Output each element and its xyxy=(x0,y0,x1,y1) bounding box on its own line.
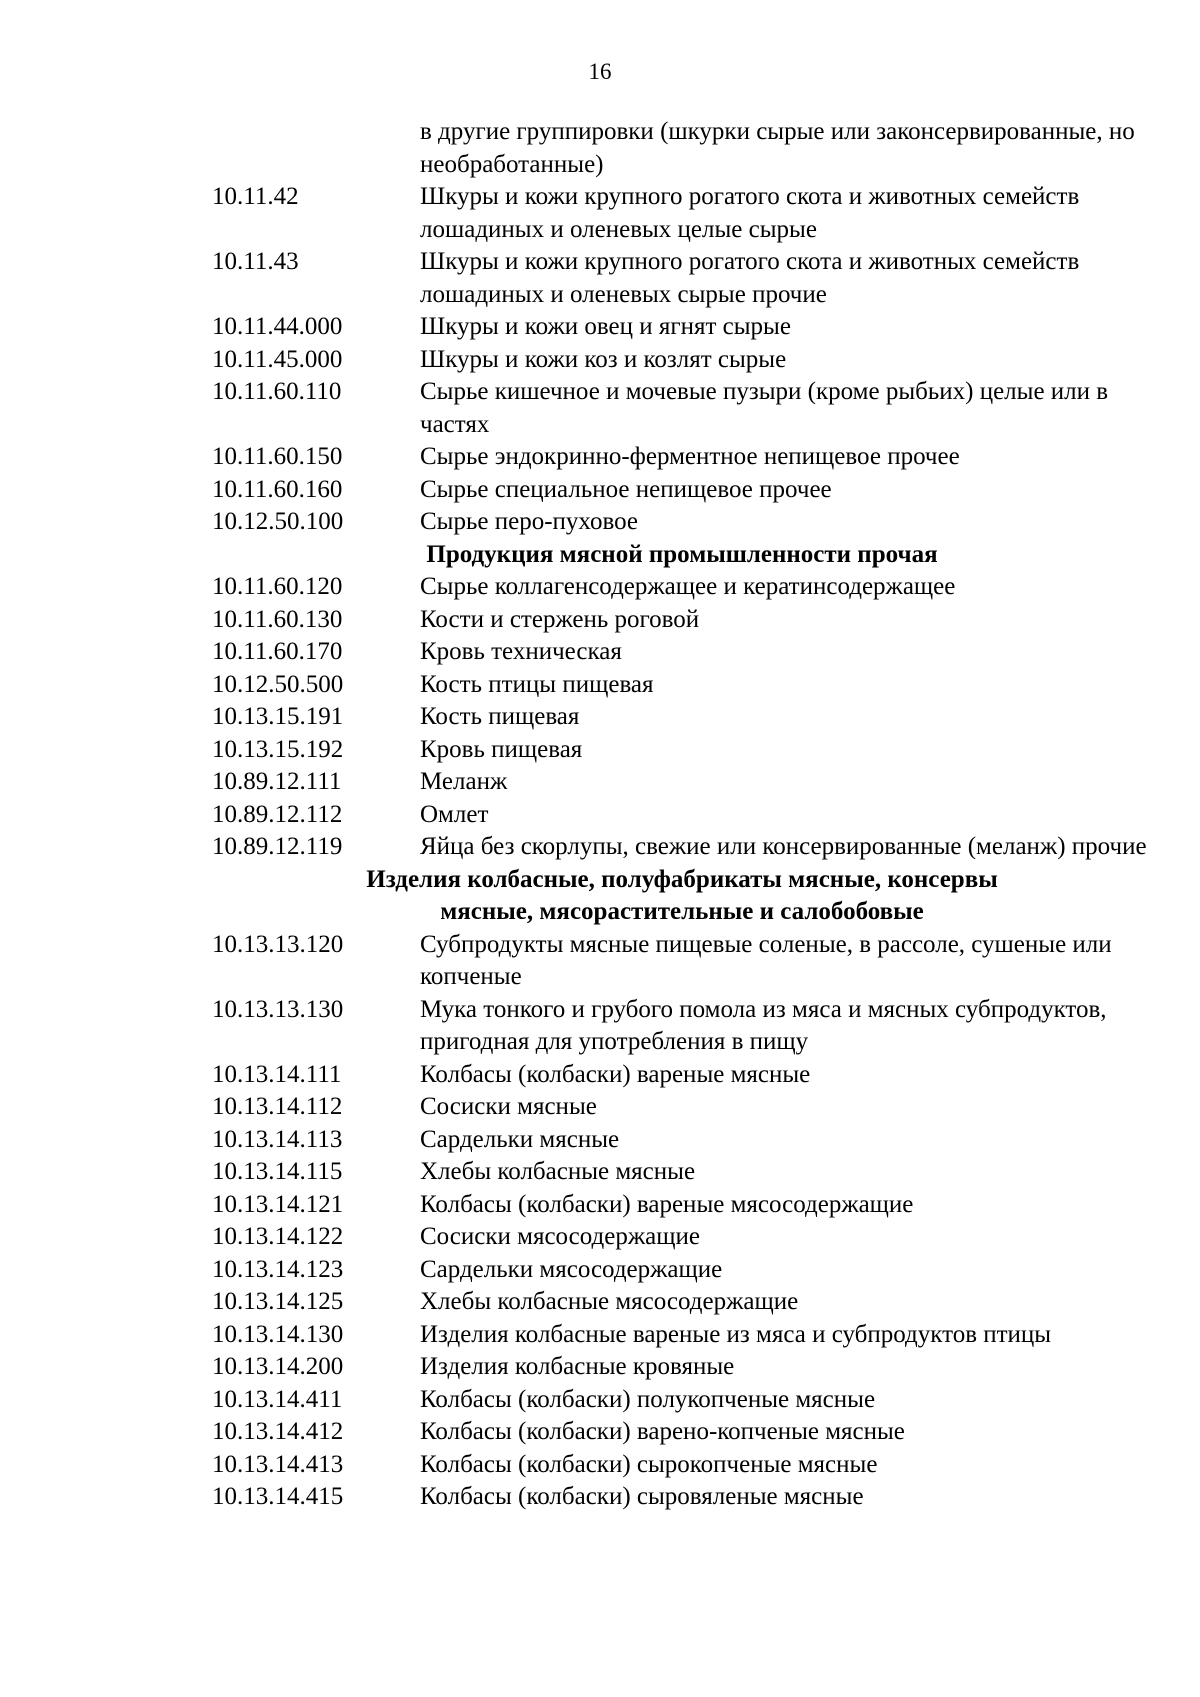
list-item xyxy=(212,441,1162,474)
item-description: Шкуры и кожи коз и козлят сырые xyxy=(420,345,787,373)
okpd-code: 10.13.15.191 xyxy=(212,703,344,730)
okpd-code: 10.13.14.130 xyxy=(212,1320,344,1348)
item-description: Колбасы (колбаски) полукопченые мясные xyxy=(420,1385,876,1413)
okpd-code: 10.11.60.120 xyxy=(212,573,343,600)
list-item xyxy=(212,1221,1162,1254)
list-item xyxy=(212,474,1162,507)
okpd-code: 10.13.14.113 xyxy=(212,1125,343,1153)
list-item xyxy=(212,1319,1162,1352)
section xyxy=(212,864,1162,1514)
item-description: Шкуры и кожи крупного рогатого скота и животных семейств лошадиных и оленевых целые сырые xyxy=(420,183,1080,243)
okpd-code: 10.13.14.112 xyxy=(212,1093,343,1120)
okpd-code: 10.13.14.125 xyxy=(212,1288,344,1315)
page-number: 16 xyxy=(588,59,612,84)
item-description: Сырье эндокринно-ферментное непищевое прочее xyxy=(420,443,960,470)
okpd-code: 10.13.14.121 xyxy=(212,1190,344,1218)
list-item xyxy=(212,1059,1162,1092)
okpd-code: 10.13.14.122 xyxy=(212,1223,344,1250)
list-item xyxy=(212,116,1162,181)
item-description: Шкуры и кожи крупного рогатого скота и животных семейств лошадиных и оленевых сырые прочие xyxy=(420,248,1080,308)
okpd-code: 10.13.15.192 xyxy=(212,735,344,763)
classifier-list xyxy=(212,116,1162,1514)
list-item xyxy=(212,766,1162,799)
section xyxy=(212,116,1162,539)
list-item xyxy=(212,831,1162,864)
list-item xyxy=(212,636,1162,669)
list-item xyxy=(212,1449,1162,1482)
item-description: Кость птицы пищевая xyxy=(420,670,654,698)
item-description: Сырье специальное непищевое прочее xyxy=(420,475,832,503)
okpd-code: 10.89.12.119 xyxy=(212,833,343,860)
item-description: Кости и стержень роговой xyxy=(420,605,700,633)
section-heading: Изделия колбасные, полуфабрикаты мясные, консервы мясные, мясорастительные и салобобовые xyxy=(366,865,998,925)
list-item xyxy=(212,376,1162,441)
item-description: Колбасы (колбаски) вареные мясосодержащие xyxy=(420,1190,914,1218)
list-item xyxy=(212,1351,1162,1384)
okpd-code: 10.13.14.415 xyxy=(212,1483,344,1510)
item-description: Сосиски мясные xyxy=(420,1093,597,1120)
list-item xyxy=(212,344,1162,377)
list-item xyxy=(212,994,1162,1059)
okpd-code: 10.11.42 xyxy=(212,183,299,210)
item-description: Сырье перо-пуховое xyxy=(420,508,638,535)
item-description: Колбасы (колбаски) сыровяленые мясные xyxy=(420,1483,864,1510)
item-description: Изделия колбасные кровяные xyxy=(420,1353,735,1380)
okpd-code: 10.13.13.130 xyxy=(212,995,344,1023)
okpd-code: 10.13.14.123 xyxy=(212,1255,344,1283)
item-description: Яйца без скорлупы, свежие или консервированные (меланж) прочие xyxy=(420,833,1147,860)
list-item xyxy=(212,246,1162,311)
okpd-code: 10.89.12.111 xyxy=(212,768,342,795)
okpd-code: 10.11.60.150 xyxy=(212,443,343,470)
item-description: Мука тонкого и грубого помола из мяса и мясных субпродуктов, пригодная для употребления в пищу xyxy=(420,995,1107,1055)
list-item xyxy=(212,506,1162,539)
list-item xyxy=(212,799,1162,832)
okpd-code: 10.13.14.411 xyxy=(212,1385,343,1413)
list-item xyxy=(212,669,1162,702)
list-item xyxy=(212,1124,1162,1157)
list-item xyxy=(212,181,1162,246)
okpd-code: 10.11.45.000 xyxy=(212,345,343,373)
okpd-code xyxy=(212,116,420,181)
okpd-code: 10.13.13.120 xyxy=(212,930,344,958)
list-item xyxy=(212,604,1162,637)
item-description: Кость пищевая xyxy=(420,703,580,730)
okpd-code: 10.13.14.413 xyxy=(212,1450,344,1478)
okpd-code: 10.89.12.112 xyxy=(212,800,343,828)
list-item xyxy=(212,701,1162,734)
okpd-code: 10.12.50.100 xyxy=(212,508,344,535)
okpd-code: 10.11.60.170 xyxy=(212,638,343,665)
list-item xyxy=(212,1156,1162,1189)
okpd-code: 10.13.14.200 xyxy=(212,1353,344,1380)
okpd-code: 10.11.60.160 xyxy=(212,475,343,503)
item-description: Кровь техническая xyxy=(420,638,622,665)
item-description: Колбасы (колбаски) варено-копченые мясные xyxy=(420,1418,905,1445)
okpd-code: 10.13.14.412 xyxy=(212,1418,344,1445)
item-description: в другие группировки (шкурки сырые или законсервированные, но необработанные) xyxy=(420,118,1135,178)
list-item xyxy=(212,929,1162,994)
item-description: Сырье коллагенсодержащее и кератинсодержащее xyxy=(420,573,956,600)
section-heading: Продукция мясной промышленности прочая xyxy=(426,540,938,568)
okpd-code: 10.13.14.111 xyxy=(212,1060,342,1088)
okpd-code: 10.13.14.115 xyxy=(212,1158,343,1185)
okpd-code: 10.12.50.500 xyxy=(212,670,344,698)
list-item xyxy=(212,734,1162,767)
item-description: Сардельки мясосодержащие xyxy=(420,1255,723,1283)
list-item xyxy=(212,1189,1162,1222)
item-description: Шкуры и кожи овец и ягнят сырые xyxy=(420,313,791,340)
item-description: Хлебы колбасные мясосодержащие xyxy=(420,1288,799,1315)
list-item xyxy=(212,311,1162,344)
okpd-code: 10.11.44.000 xyxy=(212,313,343,340)
item-description: Колбасы (колбаски) сырокопченые мясные xyxy=(420,1450,878,1478)
list-item xyxy=(212,1416,1162,1449)
list-item xyxy=(212,1254,1162,1287)
okpd-code: 10.11.43 xyxy=(212,248,299,275)
list-item xyxy=(212,1091,1162,1124)
item-description: Сырье кишечное и мочевые пузыри (кроме рыбьих) целые или в частях xyxy=(420,378,1109,438)
item-description: Субпродукты мясные пищевые соленые, в рассоле, сушеные или копченые xyxy=(420,930,1112,990)
list-item xyxy=(212,1481,1162,1514)
item-description: Омлет xyxy=(420,800,489,828)
item-description: Сосиски мясосодержащие xyxy=(420,1223,700,1250)
section xyxy=(212,539,1162,864)
list-item xyxy=(212,571,1162,604)
item-description: Колбасы (колбаски) вареные мясные xyxy=(420,1060,811,1088)
item-description: Меланж xyxy=(420,768,508,795)
okpd-code: 10.11.60.110 xyxy=(212,378,342,405)
item-description: Изделия колбасные вареные из мяса и субпродуктов птицы xyxy=(420,1320,1052,1348)
okpd-code: 10.11.60.130 xyxy=(212,605,343,633)
item-description: Хлебы колбасные мясные xyxy=(420,1158,696,1185)
item-description: Сардельки мясные xyxy=(420,1125,620,1153)
list-item xyxy=(212,1384,1162,1417)
item-description: Кровь пищевая xyxy=(420,735,583,763)
list-item xyxy=(212,1286,1162,1319)
